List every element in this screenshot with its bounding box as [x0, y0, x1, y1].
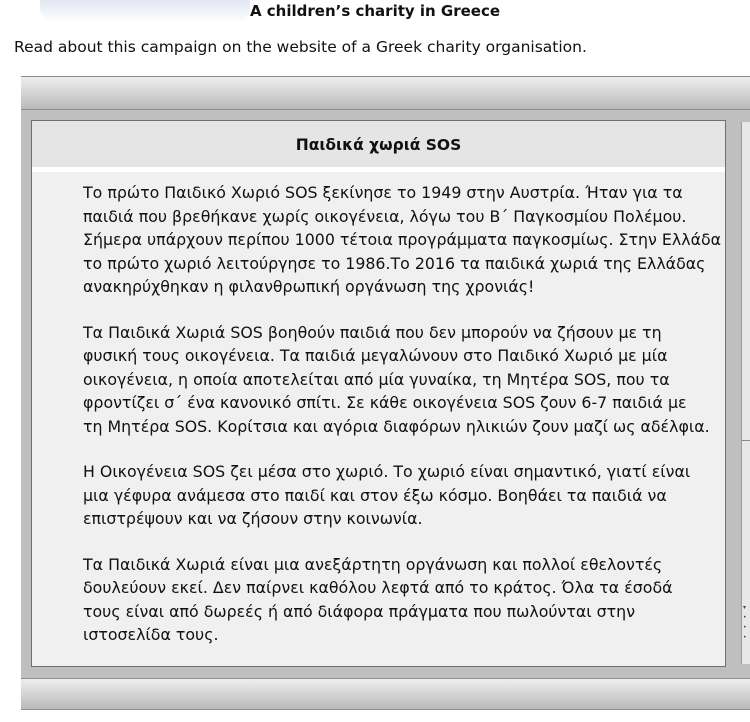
scrollbar-divider: [742, 440, 750, 441]
text-line: Το πρώτο Παιδικό Χωριό SOS ξεκίνησε το 1949 στην Αυστρία. Ήταν για τα: [83, 183, 683, 202]
scroll-marker-icon: •: [743, 614, 747, 621]
browser-window: [21, 76, 750, 710]
text-line: παιδιά που βρεθήκανε χωρίς οικογένεια, λόγω του Β΄ Παγκοσμίου Πολέμου.: [83, 206, 687, 226]
text-line: δουλεύουν εκεί. Δεν παίρνει καθόλου λεφτά από το κράτος. Όλα τα έσοδά: [83, 578, 673, 597]
text-line: οικογένεια, η οποία αποτελείται από μία γυναίκα, τη Μητέρα SOS, που τα: [83, 369, 670, 389]
page-heading: A children’s charity in Greece: [249, 2, 501, 20]
text-line: ιστοσελίδα τους.: [83, 625, 219, 644]
article-body: [83, 181, 723, 669]
text-line: Τα Παιδικά Χωριά SOS βοηθούν παιδιά που δεν μπορούν να ζήσουν με τη: [83, 322, 662, 342]
window-top-bar: [21, 76, 750, 110]
scroll-down-icon[interactable]: ▾: [743, 604, 747, 611]
paragraph: [83, 181, 723, 299]
text-line: το πρώτο χωριό λειτούργησε το 1986.Το 2016 τα παιδικά χωριά της Ελλάδας: [83, 253, 706, 273]
scroll-marker-icon: •: [743, 634, 747, 641]
text-line: τη Μητέρα SOS. Κορίτσια και αγόρια διαφόρων ηλικιών ζουν μαζί ως αδέλφια.: [83, 416, 710, 436]
paragraph: [83, 553, 723, 647]
paragraph: [83, 321, 723, 439]
panel-title: Παιδικά χωριά SOS: [32, 121, 725, 172]
text-line: τους είναι από δωρεές ή από διάφορα πράγματα που πωλούνται στην: [83, 601, 636, 621]
intro-text: Read about this campaign on the website of a Greek charity organisation.: [14, 38, 587, 56]
paragraph: [83, 460, 723, 531]
scroll-marker-icon: •: [743, 624, 747, 631]
webpage-panel: [31, 120, 726, 667]
text-line: επιστρέψουν και να ζήσουν στην κοινωνία.: [83, 509, 423, 528]
text-line: Τα Παιδικά Χωριά είναι μια ανεξάρτητη οργάνωση και πολλοί εθελοντές: [83, 554, 663, 574]
text-line: μια γέφυρα ανάμεσα στο παιδί και στον έξω κόσμο. Βοηθάει τα παιδιά να: [83, 485, 667, 505]
text-line: Σήμερα υπάρχουν περίπου 1000 τέτοια προγράμματα παγκοσμίως. Στην Ελλάδα: [83, 230, 722, 249]
text-line: φυσική τους οικογένεια. Τα παιδιά μεγαλώνουν στο Παιδικό Χωριό με μία: [83, 346, 668, 365]
text-line: φροντίζει σ΄ ένα κανονικό σπίτι. Σε κάθε οικογένεια SOS ζουν 6-7 παιδιά με: [83, 393, 687, 412]
window-bottom-bar: [21, 678, 750, 710]
vertical-scrollbar[interactable]: [741, 122, 750, 664]
text-line: Η Οικογένεια SOS ζει μέσα στο χωριό. Το χωριό είναι σημαντικό, γιατί είναι: [83, 462, 691, 481]
text-line: ανακηρύχθηκαν η φιλανθρωπική οργάνωση της χρονιάς!: [83, 277, 535, 296]
